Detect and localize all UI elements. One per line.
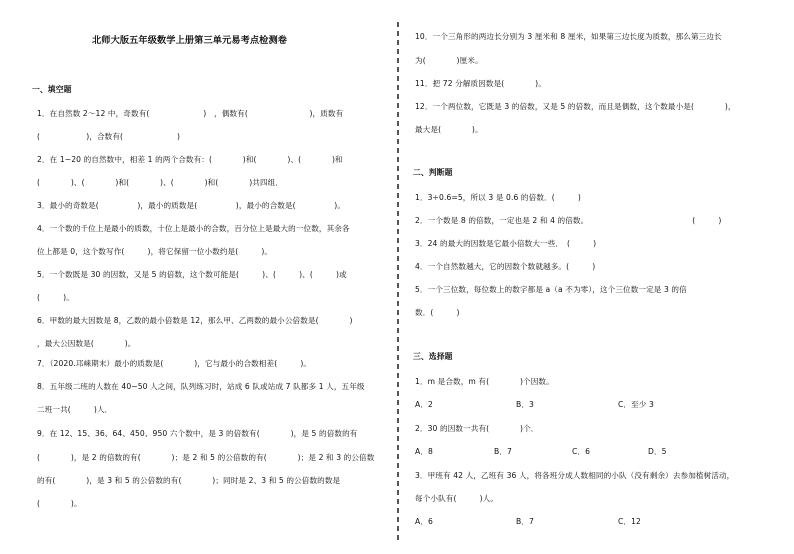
question-line: 4．一个数的千位上是最小的质数，十位上是最小的合数，百分位上是最大的一位数，其余各	[37, 224, 350, 233]
judge-line: 1．3÷0.6=5，所以 3 是 0.6 的倍数．( )	[415, 193, 581, 202]
question-line: 9．在 12、15、36、64、450、950 六个数中，是 3 的倍数有( )，是 5 的倍数的有	[37, 429, 358, 438]
question-line: 6．甲数的最大因数是 8，乙数的最小倍数是 12，那么甲、乙两数的最小公倍数是( )	[37, 316, 353, 325]
question-line: ( )，是 2 的倍数的有( )；是 2 和 5 的公倍数的有( )；是 2 和 3 的公倍数	[37, 453, 375, 462]
question-line: 最大是( )。	[415, 125, 483, 134]
page-title: 北师大版五年级数学上册第三单元易考点检测卷	[92, 35, 288, 46]
choice-option-b: B．7	[516, 517, 534, 526]
choice-option-a: A．6	[415, 517, 433, 526]
question-line: 12．一个两位数，它既是 3 的倍数，又是 5 的倍数，而且是偶数，这个数最小是( )，	[415, 102, 736, 111]
choice-option-c: C．12	[618, 517, 641, 526]
choice-option-c: C．至少 3	[618, 400, 654, 409]
question-line: 7．（2020.邛崃期末）最小的质数是( )，它与最小的合数相差( )。	[37, 359, 312, 368]
column-divider	[397, 22, 399, 542]
choice-question: 2．30 的因数一共有( )个．	[415, 424, 539, 433]
judge-line: 2．一个数是 8 的倍数，一定也是 2 和 4 的倍数。 ( )	[415, 216, 722, 225]
question-line: ( )、( )和( )、( )和( )共四组．	[37, 178, 284, 187]
choice-option-a: A．8	[415, 447, 433, 456]
question-line: 为( )厘米。	[415, 56, 483, 65]
question-line: 二班一共( )人．	[37, 405, 113, 414]
choice-question-cont: 每个小队有( )人。	[415, 494, 499, 503]
choice-option-b: B．7	[494, 447, 512, 456]
choice-question: 3．甲班有 42 人，乙班有 36 人，将各班分成人数相同的小队（没有剩余）去参加植树活动，	[415, 471, 735, 480]
question-line: 5．一个数既是 30 的因数，又是 5 的倍数，这个数可能是( )、( )、( )或	[37, 270, 347, 279]
choice-option-d: D．5	[648, 447, 667, 456]
section-fill-heading: 一、填空题	[32, 85, 72, 94]
judge-line: 5．一个三位数，每位数上的数字都是 a（a 不为零），这个三位数一定是 3 的倍	[415, 285, 687, 294]
section-choice-heading: 三、选择题	[413, 352, 453, 361]
section-judge-heading: 二、判断题	[413, 168, 453, 177]
question-line: 8．五年级二班的人数在 40~50 人之间，队列练习时，站成 6 队或站成 7 队都多 1 人，五年级	[37, 382, 365, 391]
question-line: 位上都是 0，这个数写作( )，将它保留一位小数约是( )。	[37, 247, 273, 256]
choice-option-c: C．6	[572, 447, 591, 456]
question-line: ( )。	[37, 293, 74, 302]
question-line: 11．把 72 分解质因数是( )。	[415, 79, 546, 88]
question-line: ，最大公因数是( )。	[37, 339, 136, 348]
question-line: 3．最小的奇数是( )，最小的质数是( )，最小的合数是( )。	[37, 201, 345, 210]
choice-option-b: B．3	[516, 400, 534, 409]
judge-line: 数．( )	[415, 308, 460, 317]
question-line: 2．在 1~20 的自然数中，相差 1 的两个合数有：( )和( )、( )和	[37, 155, 343, 164]
question-line: ( )。	[37, 499, 82, 508]
question-line: 的有( )，是 3 和 5 的公倍数的有( )；同时是 2、3 和 5 的公倍数的数是	[37, 476, 341, 485]
judge-line: 4．一个自然数越大，它的因数个数就越多。( )	[415, 262, 596, 271]
question-line: 10．一个三角形的两边长分别为 3 厘米和 8 厘米，如果第三边长度为质数，那么第三边长	[415, 32, 722, 41]
choice-option-a: A．2	[415, 400, 433, 409]
choice-question: 1．m 是合数，m 有( )个因数。	[415, 377, 554, 386]
judge-line: 3．24 的最大的因数是它最小倍数大一些． ( )	[415, 239, 597, 248]
question-line: ( )，合数有( )	[37, 132, 181, 141]
question-line: 1．在自然数 2～12 中，奇数有( ) ，偶数有( )，质数有	[37, 109, 344, 118]
